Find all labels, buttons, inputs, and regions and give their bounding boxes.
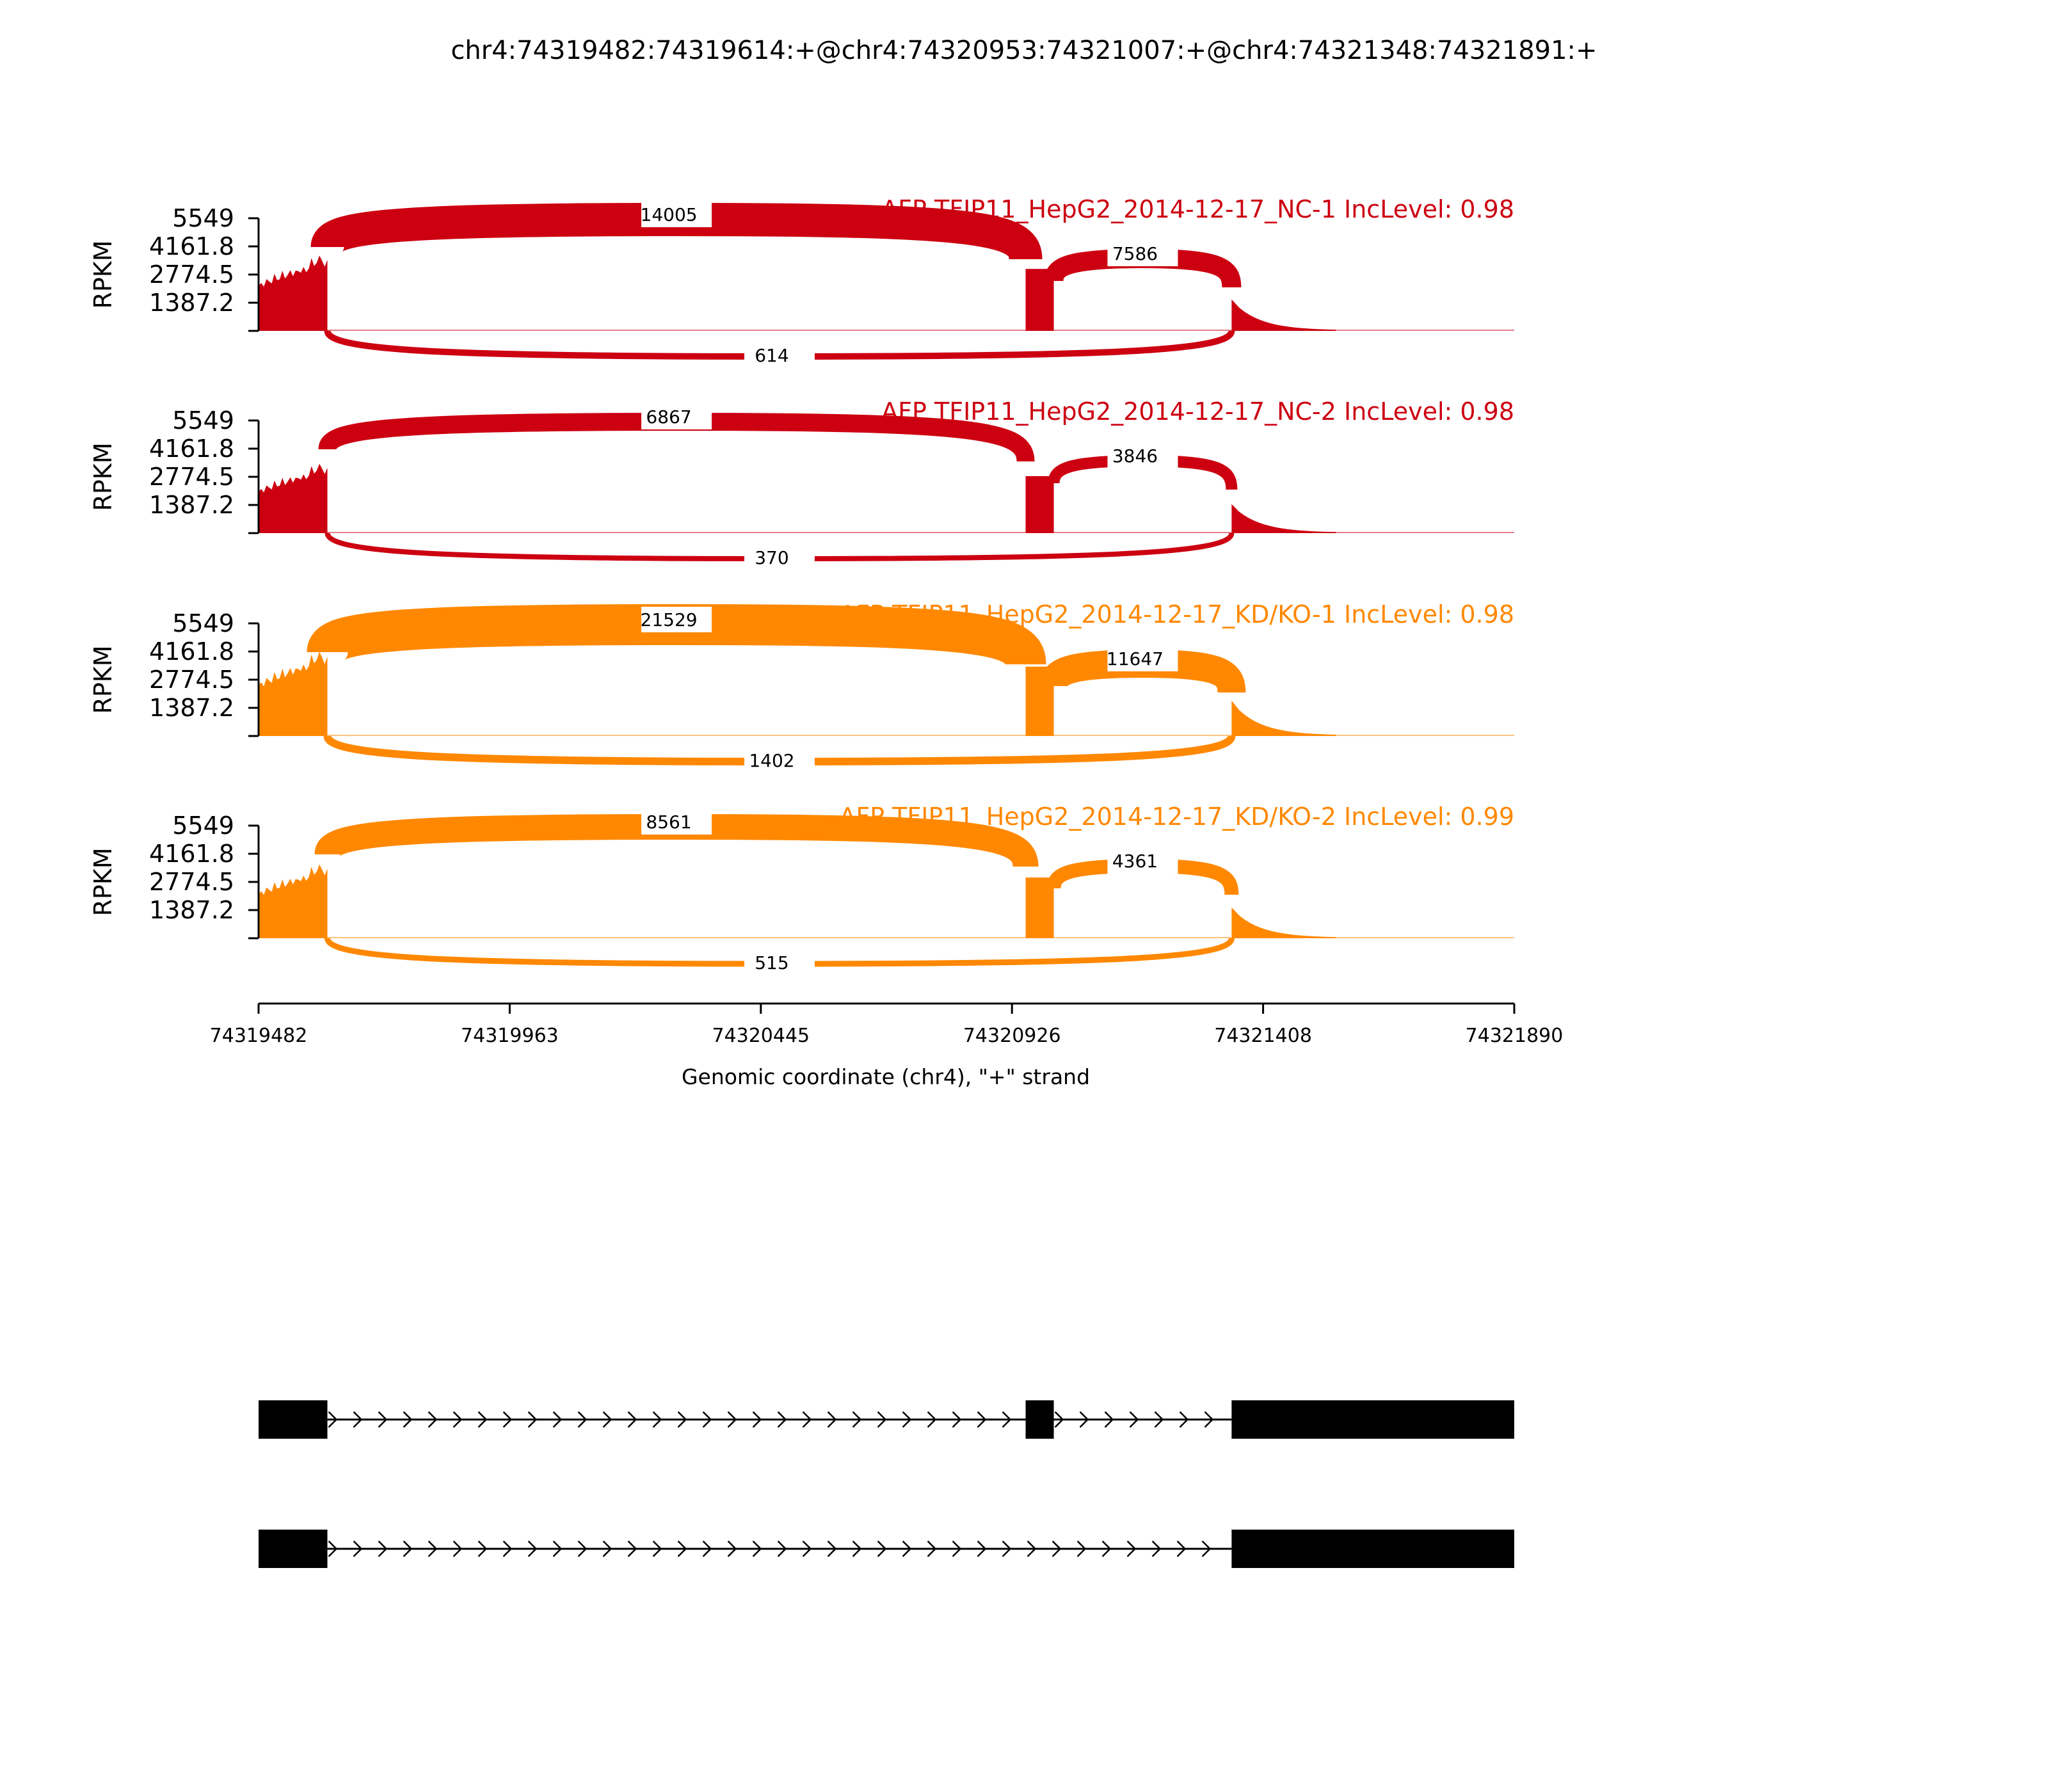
x-axis-label: Genomic coordinate (chr4), "+" strand — [681, 1064, 1091, 1089]
isoform — [259, 1400, 1514, 1439]
coverage-exon1 — [259, 463, 328, 533]
junction-count: 515 — [755, 952, 789, 973]
coverage-exon3 — [1231, 300, 1336, 331]
y-axis-label: RPKM — [89, 847, 117, 916]
y-axis-label: RPKM — [89, 442, 117, 511]
junction-count: 1402 — [749, 750, 795, 771]
exon-block — [1026, 1400, 1054, 1439]
y-tick-label: 4161.8 — [149, 434, 234, 463]
junction-count: 3846 — [1112, 445, 1158, 467]
x-tick-label: 74320926 — [963, 1025, 1061, 1047]
exon-block — [1231, 1530, 1514, 1568]
junction-count: 614 — [755, 345, 789, 366]
isoform-track — [259, 1400, 1514, 1568]
y-tick-label: 1387.2 — [149, 491, 234, 520]
sample-label: AFP TFIP11_HepG2_2014-12-17_KD/KO-2 IncLevel: 0.99 — [839, 803, 1514, 831]
coverage-exon2 — [1026, 476, 1054, 533]
coverage-exon3 — [1231, 504, 1336, 533]
junction-count: 370 — [755, 547, 789, 568]
y-axis-label: RPKM — [89, 240, 117, 309]
sample-panel — [89, 600, 1514, 773]
y-axis-label: RPKM — [89, 645, 117, 714]
chart-title: chr4:74319482:74319614:+@chr4:74320953:74321007:+@chr4:74321348:74321891:+ — [451, 36, 1597, 65]
y-tick-label: 5549 — [172, 609, 234, 637]
sample-label: AFP TFIP11_HepG2_2014-12-17_KD/KO-1 IncLevel: 0.98 — [839, 600, 1514, 628]
sample-label: AFP TFIP11_HepG2_2014-12-17_NC-1 IncLevel: 0.98 — [881, 195, 1514, 223]
y-tick-label: 5549 — [172, 812, 234, 840]
y-tick-label: 5549 — [172, 406, 234, 435]
y-tick-label: 1387.2 — [149, 694, 234, 723]
x-axis — [210, 1004, 1564, 1047]
exon-block — [259, 1400, 328, 1439]
y-tick-label: 4161.8 — [149, 232, 234, 260]
sample-panels — [89, 195, 1514, 975]
y-tick-label: 1387.2 — [149, 289, 234, 317]
x-tick-label: 74319963 — [461, 1025, 559, 1047]
coverage-exon1 — [259, 650, 328, 736]
sample-panel — [89, 195, 1514, 368]
junction-count: 7586 — [1112, 243, 1158, 264]
coverage-exon3 — [1231, 908, 1336, 938]
x-tick-label: 74321890 — [1465, 1025, 1564, 1047]
junction-count: 14005 — [640, 204, 698, 225]
sample-panel — [89, 397, 1514, 570]
x-tick-label: 74319482 — [209, 1025, 308, 1047]
x-tick-label: 74321408 — [1214, 1025, 1312, 1047]
y-tick-label: 2774.5 — [149, 868, 234, 896]
junction-count: 6867 — [646, 406, 692, 428]
y-tick-label: 5549 — [172, 204, 234, 232]
y-tick-label: 2774.5 — [149, 260, 234, 289]
junction-count: 4361 — [1112, 851, 1158, 872]
junction-count: 8561 — [646, 812, 692, 833]
y-tick-label: 4161.8 — [149, 839, 234, 868]
junction-count: 11647 — [1106, 648, 1164, 669]
coverage-exon1 — [259, 254, 328, 331]
x-tick-label: 74320445 — [712, 1025, 810, 1047]
y-tick-label: 2774.5 — [149, 463, 234, 491]
junction-count: 21529 — [640, 609, 698, 630]
isoform — [259, 1530, 1514, 1568]
coverage-exon1 — [259, 863, 328, 938]
y-tick-label: 2774.5 — [149, 666, 234, 694]
exon-block — [259, 1530, 328, 1568]
sample-label: AFP TFIP11_HepG2_2014-12-17_NC-2 IncLevel: 0.98 — [881, 397, 1514, 426]
coverage-exon3 — [1231, 701, 1336, 736]
y-tick-label: 1387.2 — [149, 896, 234, 925]
exon-block — [1231, 1400, 1514, 1439]
sample-panel — [89, 803, 1514, 975]
y-tick-label: 4161.8 — [149, 637, 234, 666]
